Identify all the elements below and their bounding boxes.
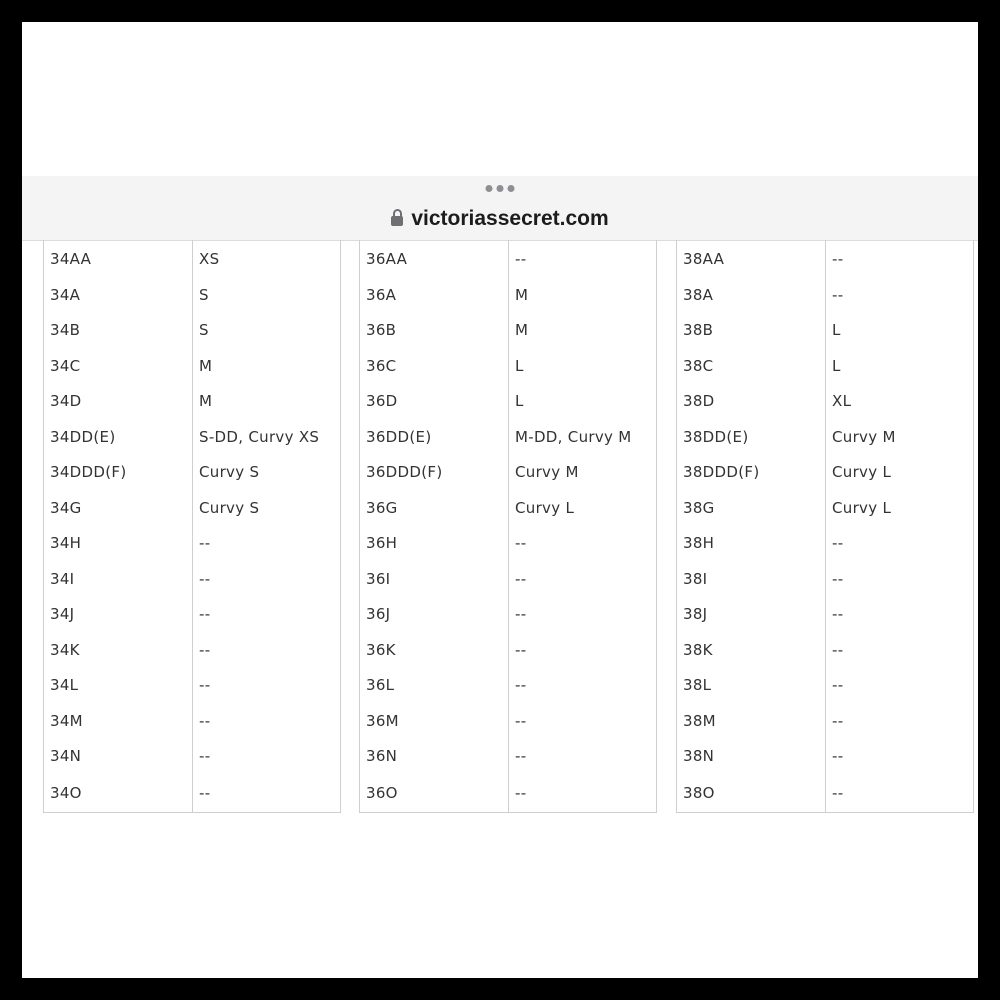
table-row bbox=[677, 632, 974, 668]
table-row bbox=[677, 313, 974, 349]
equivalent-size-cell: L bbox=[515, 392, 524, 411]
equivalent-size-cell: -- bbox=[199, 784, 211, 802]
equivalent-size-cell: -- bbox=[515, 249, 527, 268]
bra-size-cell: 36I bbox=[360, 561, 509, 597]
bra-size-cell: 36J bbox=[360, 597, 509, 633]
table-row bbox=[360, 277, 657, 313]
table-row bbox=[360, 739, 657, 775]
table-row bbox=[360, 348, 657, 384]
equivalent-size-cell: L bbox=[832, 356, 841, 375]
equivalent-size-cell: Curvy L bbox=[832, 463, 892, 482]
equivalent-size-cell: L bbox=[515, 356, 524, 375]
table-row bbox=[360, 597, 657, 633]
table-row bbox=[360, 313, 657, 349]
bra-size-cell: 34N bbox=[44, 739, 193, 775]
equivalent-size-cell: M bbox=[515, 285, 529, 304]
equivalent-size-cell: -- bbox=[832, 569, 844, 588]
table-row bbox=[44, 419, 341, 455]
bra-size-cell: 38AA bbox=[677, 240, 826, 277]
table-row bbox=[360, 561, 657, 597]
bra-size-cell: 38L bbox=[677, 668, 826, 704]
table-row bbox=[360, 774, 657, 813]
bra-size-cell: 34L bbox=[44, 668, 193, 704]
equivalent-size-cell: L bbox=[832, 321, 841, 340]
bra-size-cell: 34AA bbox=[44, 240, 193, 277]
lock-icon bbox=[391, 209, 403, 226]
table-row bbox=[44, 597, 341, 633]
table-row bbox=[360, 455, 657, 491]
equivalent-size-cell: -- bbox=[515, 747, 527, 766]
equivalent-size-cell: XS bbox=[199, 249, 220, 268]
screenshot-frame bbox=[22, 22, 978, 978]
table-row bbox=[360, 632, 657, 668]
bra-size-cell: 38G bbox=[677, 490, 826, 526]
equivalent-size-cell: S-DD, Curvy XS bbox=[199, 427, 320, 446]
equivalent-size-cell: -- bbox=[515, 534, 527, 553]
table-row bbox=[44, 240, 341, 277]
bra-size-cell: 34J bbox=[44, 597, 193, 633]
equivalent-size-cell: -- bbox=[515, 784, 527, 802]
table-row bbox=[44, 632, 341, 668]
table-row bbox=[360, 490, 657, 526]
bra-size-cell: 34A bbox=[44, 277, 193, 313]
equivalent-size-cell: S bbox=[199, 321, 209, 340]
bra-size-cell: 34DDD(F) bbox=[44, 455, 193, 491]
equivalent-size-cell: -- bbox=[832, 534, 844, 553]
bra-size-cell: 38K bbox=[677, 632, 826, 668]
bra-size-cell: 34B bbox=[44, 313, 193, 349]
equivalent-size-cell: -- bbox=[199, 640, 211, 659]
bra-size-cell: 34DD(E) bbox=[44, 419, 193, 455]
bra-size-cell: 38J bbox=[677, 597, 826, 633]
bra-size-cell: 36DD(E) bbox=[360, 419, 509, 455]
table-row bbox=[360, 668, 657, 704]
equivalent-size-cell: -- bbox=[832, 249, 844, 268]
equivalent-size-cell: Curvy S bbox=[199, 463, 260, 482]
equivalent-size-cell: XL bbox=[832, 392, 852, 411]
equivalent-size-cell: -- bbox=[832, 676, 844, 695]
table-row bbox=[44, 313, 341, 349]
bra-size-cell: 36M bbox=[360, 703, 509, 739]
table-row bbox=[44, 526, 341, 562]
bra-size-cell: 38H bbox=[677, 526, 826, 562]
table-row bbox=[677, 774, 974, 813]
table-row bbox=[44, 277, 341, 313]
equivalent-size-cell: Curvy M bbox=[515, 463, 579, 482]
equivalent-size-cell: -- bbox=[515, 711, 527, 730]
equivalent-size-cell: M bbox=[199, 356, 213, 375]
equivalent-size-cell: Curvy M bbox=[832, 427, 896, 446]
size-table-band-36 bbox=[359, 240, 657, 813]
equivalent-size-cell: Curvy L bbox=[832, 498, 892, 517]
equivalent-size-cell: -- bbox=[515, 569, 527, 588]
bra-size-cell: 36G bbox=[360, 490, 509, 526]
table-row bbox=[360, 419, 657, 455]
bra-size-cell: 38DD(E) bbox=[677, 419, 826, 455]
bra-size-cell: 36D bbox=[360, 384, 509, 420]
table-row bbox=[677, 384, 974, 420]
equivalent-size-cell: -- bbox=[199, 605, 211, 624]
bra-size-cell: 36K bbox=[360, 632, 509, 668]
bra-size-cell: 38I bbox=[677, 561, 826, 597]
table-row bbox=[44, 490, 341, 526]
table-row bbox=[677, 526, 974, 562]
table-row bbox=[360, 240, 657, 277]
equivalent-size-cell: -- bbox=[199, 569, 211, 588]
table-row bbox=[360, 703, 657, 739]
size-table-band-38 bbox=[676, 240, 974, 813]
equivalent-size-cell: -- bbox=[515, 676, 527, 695]
table-row bbox=[44, 384, 341, 420]
bra-size-cell: 36L bbox=[360, 668, 509, 704]
bra-size-cell: 36B bbox=[360, 313, 509, 349]
equivalent-size-cell: M bbox=[199, 392, 213, 411]
bra-size-cell: 38D bbox=[677, 384, 826, 420]
table-row bbox=[677, 561, 974, 597]
table-row bbox=[677, 419, 974, 455]
equivalent-size-cell: -- bbox=[199, 534, 211, 553]
bra-size-cell: 38DDD(F) bbox=[677, 455, 826, 491]
equivalent-size-cell: -- bbox=[832, 640, 844, 659]
table-row bbox=[677, 277, 974, 313]
bra-size-cell: 36A bbox=[360, 277, 509, 313]
equivalent-size-cell: Curvy L bbox=[515, 498, 575, 517]
equivalent-size-cell: -- bbox=[832, 605, 844, 624]
bra-size-cell: 34C bbox=[44, 348, 193, 384]
bra-size-cell: 34O bbox=[44, 774, 193, 813]
equivalent-size-cell: M bbox=[515, 321, 529, 340]
bra-size-cell: 38C bbox=[677, 348, 826, 384]
bra-size-cell: 36N bbox=[360, 739, 509, 775]
table-row bbox=[44, 348, 341, 384]
table-row bbox=[677, 739, 974, 775]
bra-size-cell: 34M bbox=[44, 703, 193, 739]
bra-size-cell: 36AA bbox=[360, 240, 509, 277]
browser-address-bar[interactable] bbox=[22, 176, 978, 241]
table-row bbox=[677, 348, 974, 384]
bra-size-cell: 38O bbox=[677, 774, 826, 813]
bra-size-cell: 38M bbox=[677, 703, 826, 739]
more-options-icon[interactable] bbox=[486, 185, 515, 192]
url-display[interactable] bbox=[22, 206, 978, 232]
equivalent-size-cell: Curvy S bbox=[199, 498, 260, 517]
equivalent-size-cell: -- bbox=[832, 711, 844, 730]
bra-size-cell: 38A bbox=[677, 277, 826, 313]
equivalent-size-cell: -- bbox=[199, 711, 211, 730]
table-row bbox=[677, 703, 974, 739]
table-row bbox=[360, 526, 657, 562]
equivalent-size-cell: S bbox=[199, 285, 209, 304]
bra-size-cell: 34D bbox=[44, 384, 193, 420]
table-row bbox=[677, 597, 974, 633]
table-row bbox=[677, 240, 974, 277]
table-row bbox=[44, 455, 341, 491]
bra-size-cell: 34I bbox=[44, 561, 193, 597]
bra-size-cell: 34K bbox=[44, 632, 193, 668]
table-row bbox=[677, 668, 974, 704]
bra-size-cell: 38N bbox=[677, 739, 826, 775]
equivalent-size-cell: -- bbox=[199, 747, 211, 766]
equivalent-size-cell: -- bbox=[832, 784, 844, 802]
bra-size-cell: 34H bbox=[44, 526, 193, 562]
table-row bbox=[677, 455, 974, 491]
table-row bbox=[44, 561, 341, 597]
bra-size-cell: 34G bbox=[44, 490, 193, 526]
equivalent-size-cell: -- bbox=[199, 676, 211, 695]
bra-size-cell: 36C bbox=[360, 348, 509, 384]
bra-size-cell: 36H bbox=[360, 526, 509, 562]
table-row bbox=[44, 739, 341, 775]
equivalent-size-cell: -- bbox=[515, 605, 527, 624]
table-row bbox=[44, 668, 341, 704]
table-row bbox=[44, 703, 341, 739]
bra-size-cell: 36O bbox=[360, 774, 509, 813]
table-row bbox=[44, 774, 341, 813]
equivalent-size-cell: M-DD, Curvy M bbox=[515, 427, 632, 446]
equivalent-size-cell: -- bbox=[515, 640, 527, 659]
url-text: victoriassecret.com bbox=[411, 207, 609, 230]
equivalent-size-cell: -- bbox=[832, 747, 844, 766]
bra-size-cell: 38B bbox=[677, 313, 826, 349]
size-table-band-34 bbox=[43, 240, 341, 813]
equivalent-size-cell: -- bbox=[832, 285, 844, 304]
table-row bbox=[677, 490, 974, 526]
table-row bbox=[360, 384, 657, 420]
bra-size-cell: 36DDD(F) bbox=[360, 455, 509, 491]
